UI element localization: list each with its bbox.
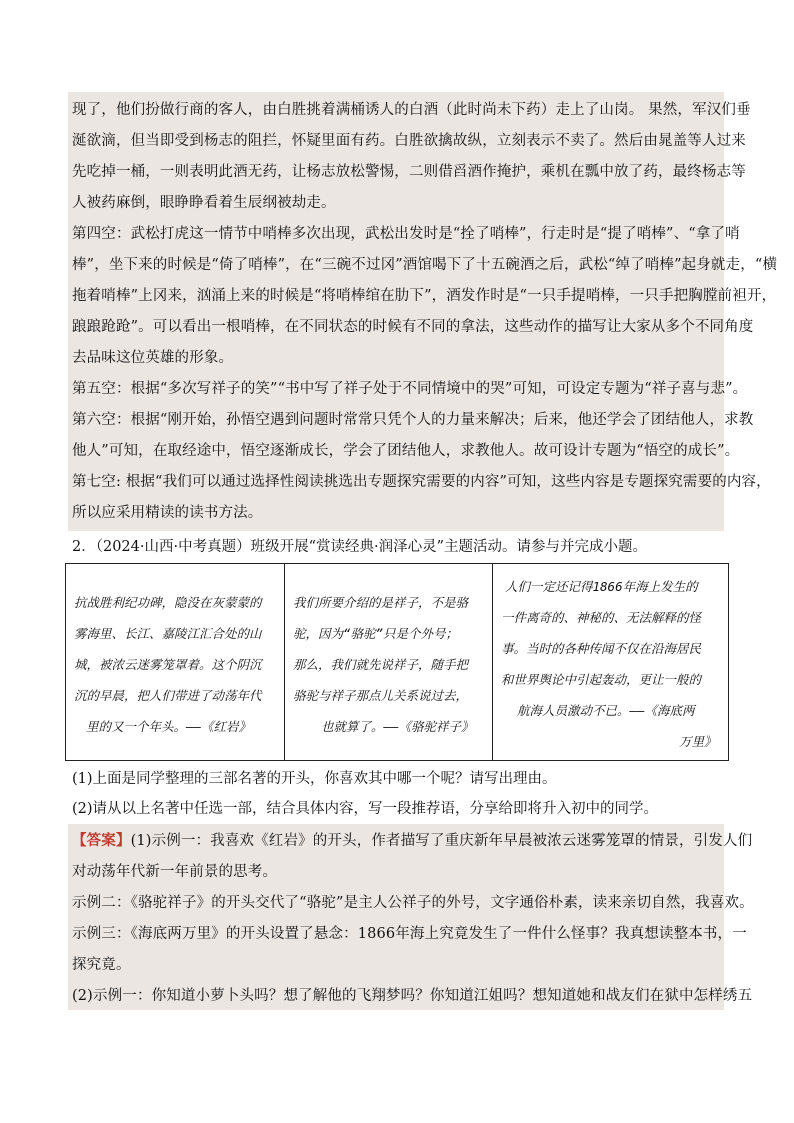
excerpt-line: 驼，因为“骆驼”只是个外号；	[293, 626, 459, 641]
excerpt-line: 城，被浓云迷雾笼罩着。这个阴沉	[74, 657, 262, 672]
answer-1-line: 先吃掉一桶，一则表明此酒无药，让杨志放松警惕，二则借舀酒作掩护，乘机在瓢中放了药，最终杨志等	[72, 164, 746, 180]
excerpt-line: 那么，我们就先说祥子，随手把	[293, 657, 469, 672]
excerpt-line: 也就算了。——《骆驼祥子》	[321, 719, 474, 734]
excerpt-line: 抗战胜利纪功碑，隐没在灰蒙蒙的	[74, 595, 262, 610]
answer-2-line: 示例三：《海底两万里》的开头设置了悬念：1866年海上究竟发生了一件什么怪事？我真想读整本书，一	[72, 926, 747, 942]
sub-question-1: (1)上面是同学整理的三部名著的开头，你喜欢其中哪一个呢？请写出理由。	[72, 771, 557, 787]
answer-block-1	[68, 92, 778, 531]
answer-1-line: 人被药麻倒，眼睁睁看着生辰纲被劫走。	[72, 195, 336, 211]
excerpt-cell-haidiliangwanli	[492, 564, 728, 760]
answer-1-line: 踉踉跄跄”。可以看出一根哨棒，在不同状态的时候有不同的拿法，这些动作的描写让大家从多个不同角度	[72, 319, 754, 335]
excerpt-line: 里的又一个年头。——《红岩》	[86, 719, 252, 734]
excerpt-line: 一件离奇的、神秘的、无法解释的怪	[501, 610, 702, 625]
answer-2-text: (1)示例一：我喜欢《红岩》的开头，作者描写了重庆新年早晨被浓云迷雾笼罩的情景，引发人们	[130, 833, 753, 849]
answer-1-line: 第四空：武松打虎这一情节中哨棒多次出现，武松出发时是“拴了哨棒”，行走时是“提了哨棒”、“拿了哨	[72, 226, 740, 242]
answer-1-line: 所以应采用精读的读书方法。	[72, 505, 263, 521]
answer-2-line: 示例二：《骆驼祥子》的开头交代了“骆驼”是主人公祥子的外号，文字通俗朴素，读来亲切自然，我喜欢。	[72, 895, 754, 911]
excerpt-line: 事。当时的各种传闻不仅在沿海居民	[501, 641, 702, 656]
answer-1-line: 他人”可知，在取经途中，悟空逐渐成长，学会了团结他人，求教他人。故可设计专题为“悟空的成长”。	[72, 443, 740, 459]
excerpt-line: 航海人员激动不已。——《海底两	[517, 703, 695, 718]
answer-1-line: 拖着哨棒”上冈来，汹涌上来的时候是“将哨棒绾在肋下”，酒发作时是“一只手提哨棒，一只手把胸膛前袒开，	[72, 288, 777, 304]
answer-1-line: 涎欲滴，但当即受到杨志的阻拦，怀疑里面有药。白胜欲擒故纵，立刻表示不卖了。然后由晁盖等人过来	[72, 133, 746, 149]
answer-1-line: 第六空：根据“刚开始，孙悟空遇到问题时常常只凭个人的力量来解决；后来，他还学会了团结他人，求教	[72, 412, 754, 428]
excerpt-table	[65, 563, 729, 761]
excerpt-line: 雾海里、长江、嘉陵江汇合处的山	[74, 626, 262, 641]
excerpt-line: 万里》	[679, 734, 717, 749]
answer-1-line: 第五空：根据“多次写祥子的笑”“书中写了祥子处于不同情境中的哭”可知，可设定专题为“祥子喜与悲”。	[72, 381, 748, 397]
answer-tag: 【答案】	[72, 832, 131, 849]
answer-2-line	[72, 830, 753, 852]
answer-2-line: 对动荡年代新一年前景的思考。	[72, 864, 278, 880]
excerpt-cell-luotuoxiangzi	[284, 564, 492, 760]
answer-2-line: (2)示例一：你知道小萝卜头吗？想了解他的飞翔梦吗？你知道江姐吗？想知道她和战友们在狱中怎样绣五	[72, 988, 753, 1004]
excerpt-line: 人们一定还记得1866年海上发生的	[505, 579, 698, 594]
question-stem: 2．（2024·山西·中考真题）班级开展“赏读经典·润泽心灵”主题活动。请参与并完成小题。	[72, 539, 648, 555]
answer-1-line: 棒”，坐下来的时候是“倚了哨棒”，在“三碗不过冈”酒馆喝下了十五碗酒之后，武松“绰了哨棒”起身就走，“横	[72, 257, 778, 273]
answer-1-line: 第七空: 根据“我们可以通过选择性阅读挑选出专题探究需要的内容”可知，这些内容是专题探究需要的内容，	[72, 474, 771, 490]
excerpt-line: 沉的早晨，把人们带进了动荡年代	[74, 688, 262, 703]
excerpt-cell-hongyan	[66, 564, 284, 760]
sub-question-2: (2)请从以上名著中任选一部，结合具体内容，写一段推荐语，分享给即将升入初中的同学。	[72, 801, 659, 817]
answer-2-line: 探究竟。	[72, 957, 131, 973]
answer-1-line: 现了，他们扮做行商的客人，由白胜挑着满桶诱人的白酒（此时尚未下药）走上了山岗。 果然，军汉们垂	[72, 102, 751, 118]
excerpt-line: 我们所要介绍的是祥子，不是骆	[293, 595, 469, 610]
excerpt-line: 和世界舆论中引起轰动，更让一般的	[501, 672, 702, 687]
excerpt-line: 骆驼与祥子那点儿关系说过去，	[293, 688, 469, 703]
answer-1-line: 去品味这位英雄的形象。	[72, 350, 234, 366]
